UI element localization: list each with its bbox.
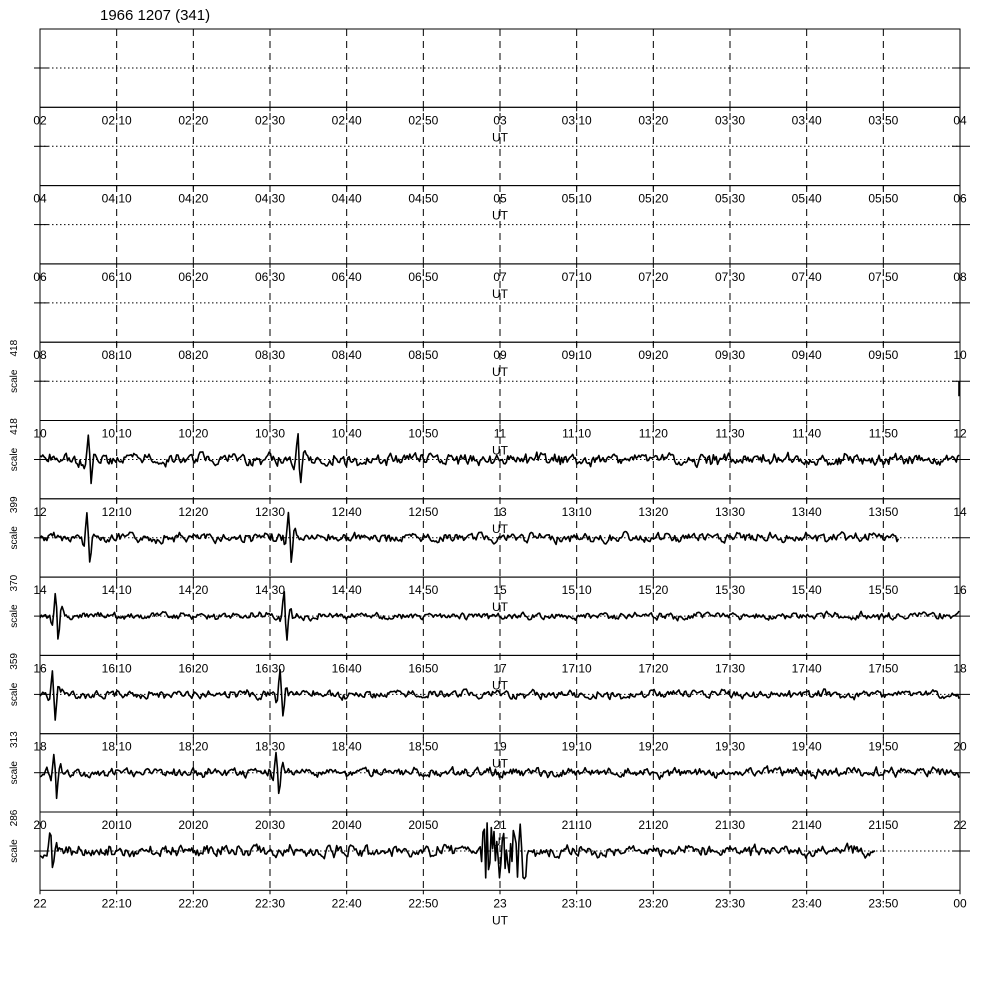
- tick-label: 16: [33, 661, 47, 676]
- tick-label: 21:50: [868, 818, 899, 832]
- tick-label: 12:30: [254, 504, 286, 519]
- scale-value: 418: [9, 339, 20, 357]
- tick-label: 00: [953, 896, 967, 911]
- tick-label: 18:10: [101, 739, 132, 754]
- tick-label: 10:50: [408, 426, 439, 441]
- tick-label: 23:40: [791, 896, 822, 911]
- scale-value: 399: [9, 496, 20, 514]
- tick-label: 13:30: [714, 504, 746, 519]
- tick-label: 07:20: [638, 269, 669, 284]
- tick-label: 08:20: [178, 348, 209, 363]
- tick-label: 18:50: [408, 739, 439, 754]
- tick-label: 13:40: [791, 504, 822, 519]
- tick-label: 19:50: [868, 739, 899, 754]
- tick-label: 19:40: [791, 739, 822, 754]
- tick-label: 10:30: [254, 426, 286, 441]
- tick-label: 04: [953, 113, 967, 128]
- scale-label: scale: [9, 526, 20, 550]
- tick-label: 20:40: [331, 818, 362, 832]
- tick-label: 19:20: [638, 739, 669, 754]
- tick-label: 03:40: [791, 113, 822, 128]
- tick-label: 03: [493, 113, 507, 128]
- axis-unit-label: UT: [492, 678, 508, 693]
- tick-label: 06: [33, 269, 47, 284]
- scale-label: scale: [9, 604, 20, 628]
- tick-label: 21:40: [791, 818, 822, 832]
- scale-value: 418: [9, 418, 20, 435]
- tick-label: 16:20: [178, 661, 209, 676]
- tick-label: 06:20: [178, 269, 209, 284]
- tick-label: 04:50: [408, 191, 439, 206]
- tick-label: 09:50: [868, 348, 899, 363]
- tick-label: 18:40: [331, 739, 362, 754]
- axis-unit-label: UT: [492, 913, 508, 928]
- tick-label: 11:40: [792, 426, 822, 441]
- tick-label: 17:50: [868, 661, 899, 676]
- tick-label: 10:10: [101, 426, 132, 441]
- tick-label: 11:20: [638, 426, 668, 441]
- tick-label: 14:30: [254, 583, 286, 598]
- tick-label: 10: [953, 348, 967, 363]
- axis-unit-label: UT: [492, 208, 508, 223]
- axis-unit-label: UT: [492, 443, 508, 458]
- tick-label: 05:10: [561, 191, 592, 206]
- tick-label: 22:40: [331, 896, 362, 911]
- tick-label: 17: [493, 661, 507, 676]
- axis-unit-label: UT: [492, 756, 508, 771]
- tick-label: 11: [493, 426, 507, 441]
- axis-unit-label: UT: [492, 286, 508, 301]
- tick-label: 07:10: [561, 269, 592, 284]
- tick-label: 14:10: [101, 583, 132, 598]
- tick-label: 22:20: [178, 896, 209, 911]
- tick-label: 17:40: [791, 661, 822, 676]
- tick-label: 23: [493, 896, 507, 911]
- tick-label: 06:30: [254, 269, 286, 284]
- tick-label: 13:20: [638, 504, 669, 519]
- tick-label: 03:10: [561, 113, 592, 128]
- tick-label: 07:50: [868, 269, 899, 284]
- tick-label: 08:50: [408, 348, 439, 363]
- tick-label: 08:10: [101, 348, 132, 363]
- axis-unit-label: UT: [492, 835, 508, 849]
- tick-label: 11:50: [868, 426, 898, 441]
- scale-value: 313: [9, 731, 20, 749]
- tick-label: 06:10: [101, 269, 132, 284]
- tick-label: 09: [493, 348, 507, 363]
- tick-label: 16:40: [331, 661, 362, 676]
- scale-label: scale: [9, 682, 20, 707]
- tick-label: 14:20: [178, 583, 209, 598]
- tick-label: 09:30: [714, 348, 746, 363]
- tick-label: 05:30: [714, 191, 746, 206]
- tick-label: 05:40: [791, 191, 822, 206]
- scale-value: 370: [9, 574, 20, 592]
- tick-label: 20:30: [254, 818, 286, 832]
- tick-label: 13:10: [561, 504, 592, 519]
- axis-unit-label: UT: [492, 365, 508, 380]
- scale-label: scale: [9, 839, 20, 863]
- tick-label: 11:10: [562, 426, 592, 441]
- tick-label: 04: [33, 191, 47, 206]
- tick-label: 19:30: [714, 739, 746, 754]
- scale-label: scale: [9, 761, 20, 785]
- tick-label: 16: [953, 583, 967, 598]
- tick-label: 07:30: [714, 269, 746, 284]
- tick-label: 03:50: [868, 113, 899, 128]
- tick-labels: [9, 113, 967, 927]
- tick-label: 14: [33, 583, 47, 598]
- tick-label: 21: [493, 818, 507, 832]
- tick-label: 08: [33, 348, 47, 363]
- scale-label: scale: [9, 447, 20, 472]
- tick-label: 12: [953, 426, 967, 441]
- tick-label: 23:30: [714, 896, 746, 911]
- tick-label: 21:30: [714, 818, 746, 832]
- tick-label: 15:50: [868, 583, 899, 598]
- tick-label: 04:40: [331, 191, 362, 206]
- tick-label: 03:30: [714, 113, 746, 128]
- tick-label: 22:30: [254, 896, 286, 911]
- tick-label: 10:20: [178, 426, 209, 441]
- tick-label: 22:10: [101, 896, 132, 911]
- tick-label: 02:50: [408, 113, 439, 128]
- tick-label: 08:40: [331, 348, 362, 363]
- tick-label: 13: [493, 504, 507, 519]
- tick-label: 22:50: [408, 896, 439, 911]
- tick-label: 19: [493, 739, 507, 754]
- tick-label: 17:10: [561, 661, 592, 676]
- tick-label: 19:10: [561, 739, 592, 754]
- tick-label: 14:50: [408, 583, 439, 598]
- tick-label: 18: [33, 739, 47, 754]
- tick-label: 07: [493, 269, 507, 284]
- tick-label: 02:30: [254, 113, 286, 128]
- tick-label: 20:20: [178, 818, 209, 832]
- tick-label: 09:20: [638, 348, 669, 363]
- tick-label: 04:30: [254, 191, 286, 206]
- scale-value: 359: [9, 653, 20, 670]
- tick-label: 22: [33, 896, 47, 911]
- tick-label: 16:30: [254, 661, 286, 676]
- tick-label: 12:10: [101, 504, 132, 519]
- axis-unit-label: UT: [492, 600, 508, 615]
- tick-label: 13:50: [868, 504, 899, 519]
- tick-label: 10: [33, 426, 47, 441]
- tick-label: 20: [33, 818, 47, 832]
- tick-label: 18: [953, 661, 967, 676]
- tick-label: 23:50: [868, 896, 899, 911]
- tick-label: 23:10: [561, 896, 592, 911]
- tick-label: 21:10: [561, 818, 592, 832]
- tick-label: 17:30: [714, 661, 746, 676]
- axis-unit-label: UT: [492, 130, 508, 145]
- scale-value: 286: [9, 809, 20, 827]
- tick-label: 18:20: [178, 739, 209, 754]
- tick-label: 15:40: [791, 583, 822, 598]
- tick-label: 08: [953, 269, 967, 284]
- tick-label: 17:20: [638, 661, 669, 676]
- tick-label: 16:10: [101, 661, 132, 676]
- tick-label: 10:40: [331, 426, 362, 441]
- tick-label: 21:20: [638, 818, 669, 832]
- tick-label: 05:50: [868, 191, 899, 206]
- tick-label: 09:10: [561, 348, 592, 363]
- tick-label: 07:40: [791, 269, 822, 284]
- tick-label: 06:40: [331, 269, 362, 284]
- tick-label: 06: [953, 191, 967, 206]
- tick-label: 02:40: [331, 113, 362, 128]
- tick-label: 14:40: [331, 583, 362, 598]
- tick-label: 20: [953, 739, 967, 754]
- tick-label: 08:30: [254, 348, 286, 363]
- tick-label: 14: [953, 504, 967, 519]
- tick-label: 09:40: [791, 348, 822, 363]
- tick-label: 15:20: [638, 583, 669, 598]
- tick-label: 22: [953, 818, 967, 832]
- tick-label: 02:10: [101, 113, 132, 128]
- tick-label: 12:40: [331, 504, 362, 519]
- tick-label: 02:20: [178, 113, 209, 128]
- chart-title: 1966 1207 (341): [100, 7, 211, 24]
- tick-label: 05: [493, 191, 507, 206]
- tick-label: 15: [493, 583, 507, 598]
- tick-label: 05:20: [638, 191, 669, 206]
- tick-label: 06:50: [408, 269, 439, 284]
- tick-label: 11:30: [715, 426, 745, 441]
- tick-label: 04:10: [101, 191, 132, 206]
- tick-label: 12:20: [178, 504, 209, 519]
- scale-label: scale: [9, 369, 20, 393]
- tick-label: 20:10: [101, 818, 132, 832]
- tick-label: 20:50: [408, 818, 439, 832]
- axis-unit-label: UT: [492, 521, 508, 536]
- tick-label: 04:20: [178, 191, 209, 206]
- tick-label: 23:20: [638, 896, 669, 911]
- tick-label: 18:30: [254, 739, 286, 754]
- tick-label: 15:30: [714, 583, 746, 598]
- tick-label: 02: [33, 113, 47, 128]
- tick-label: 03:20: [638, 113, 669, 128]
- tick-label: 15:10: [561, 583, 592, 598]
- tick-label: 16:50: [408, 661, 439, 676]
- tick-label: 12:50: [408, 504, 439, 519]
- tick-label: 12: [33, 504, 47, 519]
